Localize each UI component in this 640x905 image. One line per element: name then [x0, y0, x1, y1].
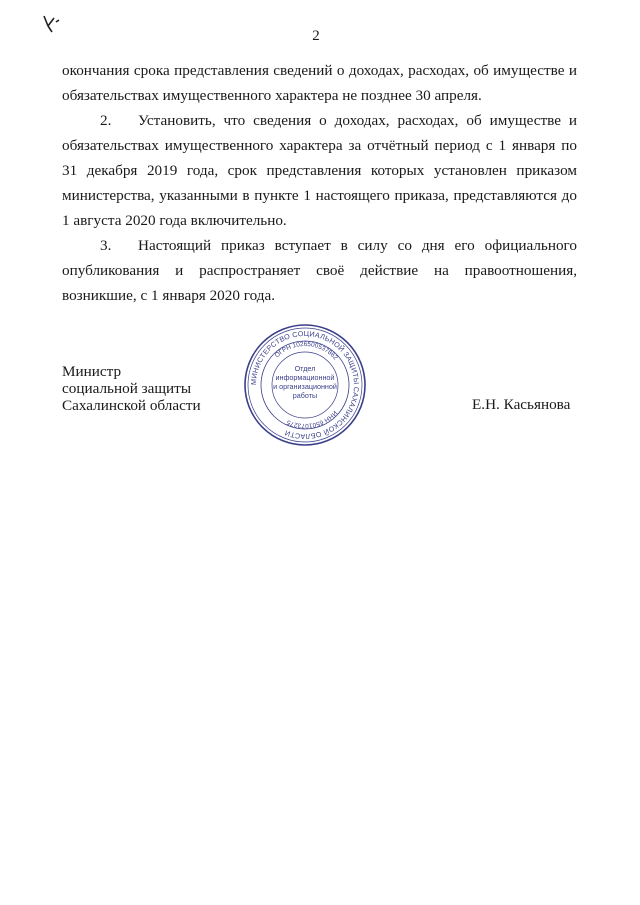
signatory-position — [62, 363, 201, 414]
item-2-number: 2. — [100, 112, 112, 129]
stamp-outer-text: МИНИСТЕРСТВО СОЦИАЛЬНОЙ ЗАЩИТЫ САХАЛИНСКОЙ ОБЛАСТИ — [248, 328, 362, 442]
signatory-name: Е.Н. Касьянова — [472, 396, 571, 413]
stamp-center-line-2: информационной — [275, 373, 335, 382]
position-line-3: Сахалинской области — [62, 397, 201, 414]
item-2-text: Установить, что сведения о доходах, расходах, об имуществе и обязательствах имущественного характера за отчётный период с 1 января по 31 декабря 2019 года, срок представления которых установлен приказом министерства, указанными в пункте 1 настоящего приказа, представляются до 1 августа 2020 года включительно. — [62, 112, 577, 229]
stamp-center-line-4: работы — [292, 391, 318, 400]
stamp-center-line-3: и организационной — [273, 382, 337, 391]
item-3-number: 3. — [100, 237, 112, 254]
page-number: 2 — [312, 28, 320, 44]
position-line-1: Министр — [62, 363, 122, 380]
stamp-ogrn: ОГРН 1026500537862 — [273, 340, 339, 362]
stamp-inn: ИНН 6501073275 — [285, 409, 339, 430]
position-line-2: социальной защиты — [62, 380, 192, 397]
paragraph-continuation: окончания срока представления сведений о доходах, расходах, об имуществе и обязательствах имущественного характера не позднее 30 апреля. — [62, 62, 577, 104]
stamp-center-line-1: Отдел — [294, 364, 316, 373]
paragraph-item-2 — [62, 108, 577, 233]
item-3-text: Настоящий приказ вступает в силу со дня его официального опубликования и распространяет своё действие на правоотношения, возникшие, с 1 января 2020 года. — [62, 237, 577, 304]
handwritten-mark — [38, 12, 68, 36]
official-seal-stamp — [243, 323, 367, 447]
document-body — [62, 58, 577, 308]
paragraph-item-3 — [62, 233, 577, 308]
